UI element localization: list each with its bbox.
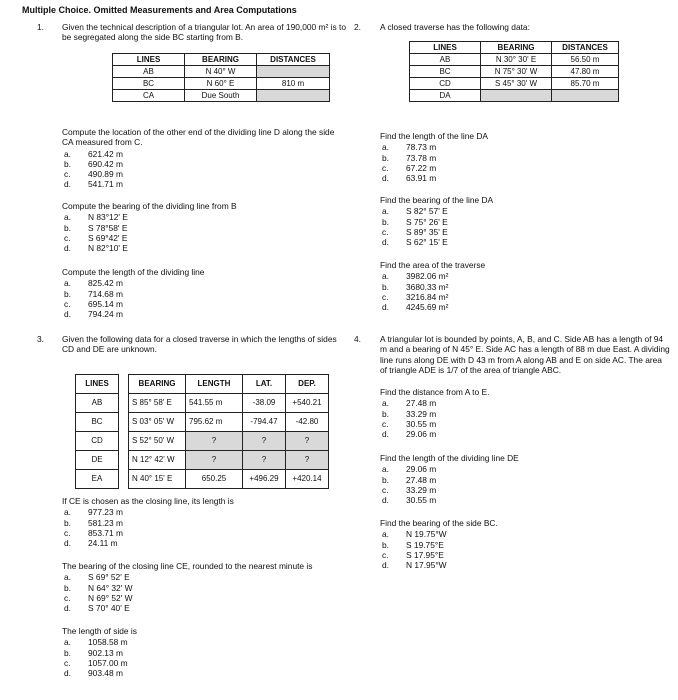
q3-sub-1 bbox=[62, 496, 347, 548]
q3-cell-bearing: S 52° 50' W bbox=[129, 432, 186, 451]
choice-b[interactable]: b. 581.23 m bbox=[64, 517, 123, 528]
q1-cell-line: AB bbox=[113, 66, 185, 78]
q1-cell-bearing: N 60° E bbox=[185, 78, 257, 90]
q4-sub-prompt: Find the bearing of the side BC. bbox=[380, 518, 498, 528]
q3-header-dep: DEP. bbox=[286, 375, 329, 394]
q1-sub-prompt: Compute the location of the other end of the dividing line D along the side CA measured from C. bbox=[62, 127, 335, 148]
q3-cell-bearing: S 85° 58' E bbox=[129, 394, 186, 413]
choice-b[interactable]: b. 33.29 m bbox=[382, 408, 437, 419]
q3-cell-bearing: S 03° 05' W bbox=[129, 413, 186, 432]
choice-d[interactable]: d. 29.06 m bbox=[382, 429, 437, 439]
q3-sub-prompt: If CE is chosen as the closing line, its length is bbox=[62, 496, 234, 506]
choice-a[interactable]: a. 78.73 m bbox=[382, 142, 437, 153]
q1-header-lines: LINES bbox=[113, 54, 185, 66]
q1-cell-bearing: Due South bbox=[185, 90, 257, 102]
choice-d[interactable]: d. S 62° 15' E bbox=[382, 237, 448, 247]
choice-a[interactable]: a. 27.48 m bbox=[382, 398, 437, 409]
q2-cell-distance bbox=[552, 90, 619, 102]
choice-c[interactable]: c. 1057.00 m bbox=[64, 657, 128, 668]
q2-sub-3 bbox=[380, 260, 660, 312]
q1-cell-distance bbox=[257, 66, 330, 78]
q2-sub-prompt: Find the area of the traverse bbox=[380, 260, 486, 270]
q4-number: 4. bbox=[354, 334, 361, 344]
q3-cell-lat: ? bbox=[243, 451, 286, 470]
q2-cell-bearing: S 45° 30' W bbox=[481, 78, 552, 90]
choice-c[interactable]: c. 490.89 m bbox=[64, 169, 123, 179]
choice-c[interactable]: c. N 69° 52' W bbox=[64, 592, 133, 603]
q2-cell-distance: 47.80 m bbox=[552, 66, 619, 78]
q1-number: 1. bbox=[37, 22, 44, 32]
q3-header-length: LENGTH bbox=[186, 375, 243, 394]
q2-cell-line: AB bbox=[410, 54, 481, 66]
choice-a[interactable]: a. N 19.75°W bbox=[382, 529, 447, 540]
q2-header-bearing: BEARING bbox=[481, 42, 552, 54]
q3-cell-dep: +420.14 bbox=[286, 470, 329, 489]
q1-cell-line: CA bbox=[113, 90, 185, 102]
q2-sub-prompt: Find the length of the line DA bbox=[380, 131, 489, 141]
q3-sub-prompt: The bearing of the closing line CE, rounded to the nearest minute is bbox=[62, 561, 313, 571]
choice-b[interactable]: b. S 75° 26' E bbox=[382, 216, 448, 227]
q3-cell-lat: -794.47 bbox=[243, 413, 286, 432]
q3-cell-lat: ? bbox=[243, 432, 286, 451]
choice-a[interactable]: a. S 82° 57' E bbox=[382, 206, 448, 217]
choice-a[interactable]: a. N 83°12' E bbox=[64, 212, 128, 223]
q3-cell-dep: -42.80 bbox=[286, 413, 329, 432]
q2-text: A closed traverse has the following data: bbox=[380, 22, 530, 32]
q3-cell-length: ? bbox=[186, 432, 243, 451]
q3-cell-dep: +540.21 bbox=[286, 394, 329, 413]
choice-b[interactable]: b. 690.42 m bbox=[64, 158, 123, 169]
q1-sub-3 bbox=[62, 267, 347, 319]
q3-number: 3. bbox=[37, 334, 44, 344]
choice-c[interactable]: c. 853.71 m bbox=[64, 527, 123, 538]
q3-cell-length: 541.55 m bbox=[186, 394, 243, 413]
choice-c[interactable]: c. S 17.95°E bbox=[382, 549, 444, 560]
choice-d[interactable]: d. 63.91 m bbox=[382, 173, 437, 183]
choice-d[interactable]: d. 24.11 m bbox=[64, 538, 118, 548]
choice-c[interactable]: c. 3216.84 m² bbox=[382, 291, 449, 302]
q2-sub-1 bbox=[380, 131, 660, 183]
q3-cell-length: 650.25 bbox=[186, 470, 243, 489]
q3-table bbox=[75, 374, 329, 489]
q4-sub-1 bbox=[380, 387, 660, 439]
choice-c[interactable]: c. S 69°42' E bbox=[64, 232, 128, 243]
q3-sub-2 bbox=[62, 561, 347, 613]
q3-cell-lat: +496.29 bbox=[243, 470, 286, 489]
q3-header-lines: LINES bbox=[76, 375, 119, 394]
q3-cell-dep: ? bbox=[286, 451, 329, 470]
q3-cell-line: AB bbox=[76, 394, 119, 413]
choice-d[interactable]: d. 4245.69 m² bbox=[382, 302, 449, 312]
q3-cell-line: BC bbox=[76, 413, 119, 432]
q2-cell-bearing bbox=[481, 90, 552, 102]
choice-c[interactable]: c. 67.22 m bbox=[382, 162, 437, 173]
q2-cell-line: BC bbox=[410, 66, 481, 78]
q4-sub-3 bbox=[380, 518, 660, 570]
choice-d[interactable]: d. N 17.95°W bbox=[382, 560, 447, 570]
q2-number: 2. bbox=[354, 22, 361, 32]
choice-d[interactable]: d. 903.48 m bbox=[64, 668, 123, 678]
choice-d[interactable]: d. S 70° 40' E bbox=[64, 603, 130, 613]
q1-sub-prompt: Compute the bearing of the dividing line from B bbox=[62, 201, 237, 211]
q3-sub-3 bbox=[62, 626, 347, 678]
q3-cell-line: EA bbox=[76, 470, 119, 489]
q1-header-distances: DISTANCES bbox=[257, 54, 330, 66]
choice-b[interactable]: b. 902.13 m bbox=[64, 647, 123, 658]
q4-text: A triangular lot is bounded by points, A, B, and C. Side AB has a length of 94 m and a bearing of N 45° E. Side AC has a length of 88 m due East. A dividing line runs along DE with D 43 m from A along AB and E on side AC. The area of triangle ADE is 1/7 of the area of triangle ABC. bbox=[380, 334, 670, 375]
choice-b[interactable]: b. S 78°58' E bbox=[64, 222, 128, 233]
q1-cell-bearing: N 40° W bbox=[185, 66, 257, 78]
choice-c[interactable]: c. S 89° 35' E bbox=[382, 226, 448, 237]
q3-cell-bearing: N 40° 15' E bbox=[129, 470, 186, 489]
q3-text: Given the following data for a closed traverse in which the lengths of sides CD and DE are unknown. bbox=[62, 334, 337, 355]
q2-cell-line: DA bbox=[410, 90, 481, 102]
choice-a[interactable]: a. 3982.06 m² bbox=[382, 271, 449, 282]
q2-cell-bearing: N 75° 30' W bbox=[481, 66, 552, 78]
q4-sub-prompt: Find the distance from A to E. bbox=[380, 387, 490, 397]
choice-c[interactable]: c. 33.29 m bbox=[382, 484, 437, 495]
choice-b[interactable]: b. 714.68 m bbox=[64, 288, 123, 299]
q1-sub-1 bbox=[62, 127, 347, 190]
q3-cell-bearing: N 12° 42' W bbox=[129, 451, 186, 470]
q2-sub-prompt: Find the bearing of the line DA bbox=[380, 195, 494, 205]
choice-b[interactable]: b. S 19.75°E bbox=[382, 539, 444, 550]
q1-text: Given the technical description of a triangular lot. An area of 190,000 m² is to be segregated along the side BC starting from B. bbox=[62, 22, 346, 43]
q4-sub-prompt: Find the length of the dividing line DE bbox=[380, 453, 519, 463]
q1-table bbox=[112, 53, 330, 102]
choice-b[interactable]: b. 3680.33 m² bbox=[382, 281, 449, 292]
q2-cell-distance: 56.50 m bbox=[552, 54, 619, 66]
q1-cell-distance: 810 m bbox=[257, 78, 330, 90]
q2-cell-distance: 85.70 m bbox=[552, 78, 619, 90]
q1-sub-prompt: Compute the length of the dividing line bbox=[62, 267, 205, 277]
q3-cell-dep: ? bbox=[286, 432, 329, 451]
choice-d[interactable]: d. N 82°10' E bbox=[64, 243, 128, 253]
choice-a[interactable]: a. 621.42 m bbox=[64, 148, 123, 159]
q3-cell-line: CD bbox=[76, 432, 119, 451]
q2-cell-line: CD bbox=[410, 78, 481, 90]
page-heading: Multiple Choice. Omitted Measurements and Area Computations bbox=[22, 5, 297, 15]
q2-cell-bearing: N 30° 30' E bbox=[481, 54, 552, 66]
q3-header-bearing: BEARING bbox=[129, 375, 186, 394]
q2-table bbox=[409, 41, 619, 102]
q2-header-distances: DISTANCES bbox=[552, 42, 619, 54]
q4-sub-2 bbox=[380, 453, 660, 505]
choice-c[interactable]: c. 30.55 m bbox=[382, 418, 437, 429]
q3-header-lat: LAT. bbox=[243, 375, 286, 394]
choice-a[interactable]: a. 825.42 m bbox=[64, 278, 123, 289]
q2-header-lines: LINES bbox=[410, 42, 481, 54]
q1-sub-2 bbox=[62, 201, 347, 253]
choice-d[interactable]: d. 541.71 m bbox=[64, 179, 123, 190]
q2-sub-2 bbox=[380, 195, 660, 247]
choice-d[interactable]: d. 30.55 m bbox=[382, 495, 437, 505]
q3-cell-line: DE bbox=[76, 451, 119, 470]
q3-sub-prompt: The length of side is bbox=[62, 626, 137, 636]
q3-cell-length: ? bbox=[186, 451, 243, 470]
choice-a[interactable]: a. 977.23 m bbox=[64, 507, 123, 518]
choice-c[interactable]: c. 695.14 m bbox=[64, 298, 123, 309]
choice-d[interactable]: d. 794.24 m bbox=[64, 309, 123, 319]
q1-cell-distance bbox=[257, 90, 330, 102]
choice-b[interactable]: b. 27.48 m bbox=[382, 474, 437, 485]
choice-a[interactable]: a. 29.06 m bbox=[382, 464, 437, 475]
choice-b[interactable]: b. N 64° 32' W bbox=[64, 582, 133, 593]
choice-b[interactable]: b. 73.78 m bbox=[382, 152, 437, 163]
q3-cell-lat: -38.09 bbox=[243, 394, 286, 413]
choice-a[interactable]: a. S 69° 52' E bbox=[64, 572, 130, 583]
q1-cell-line: BC bbox=[113, 78, 185, 90]
choice-a[interactable]: a. 1058.58 m bbox=[64, 637, 128, 648]
q3-cell-length: 795.62 m bbox=[186, 413, 243, 432]
q1-header-bearing: BEARING bbox=[185, 54, 257, 66]
